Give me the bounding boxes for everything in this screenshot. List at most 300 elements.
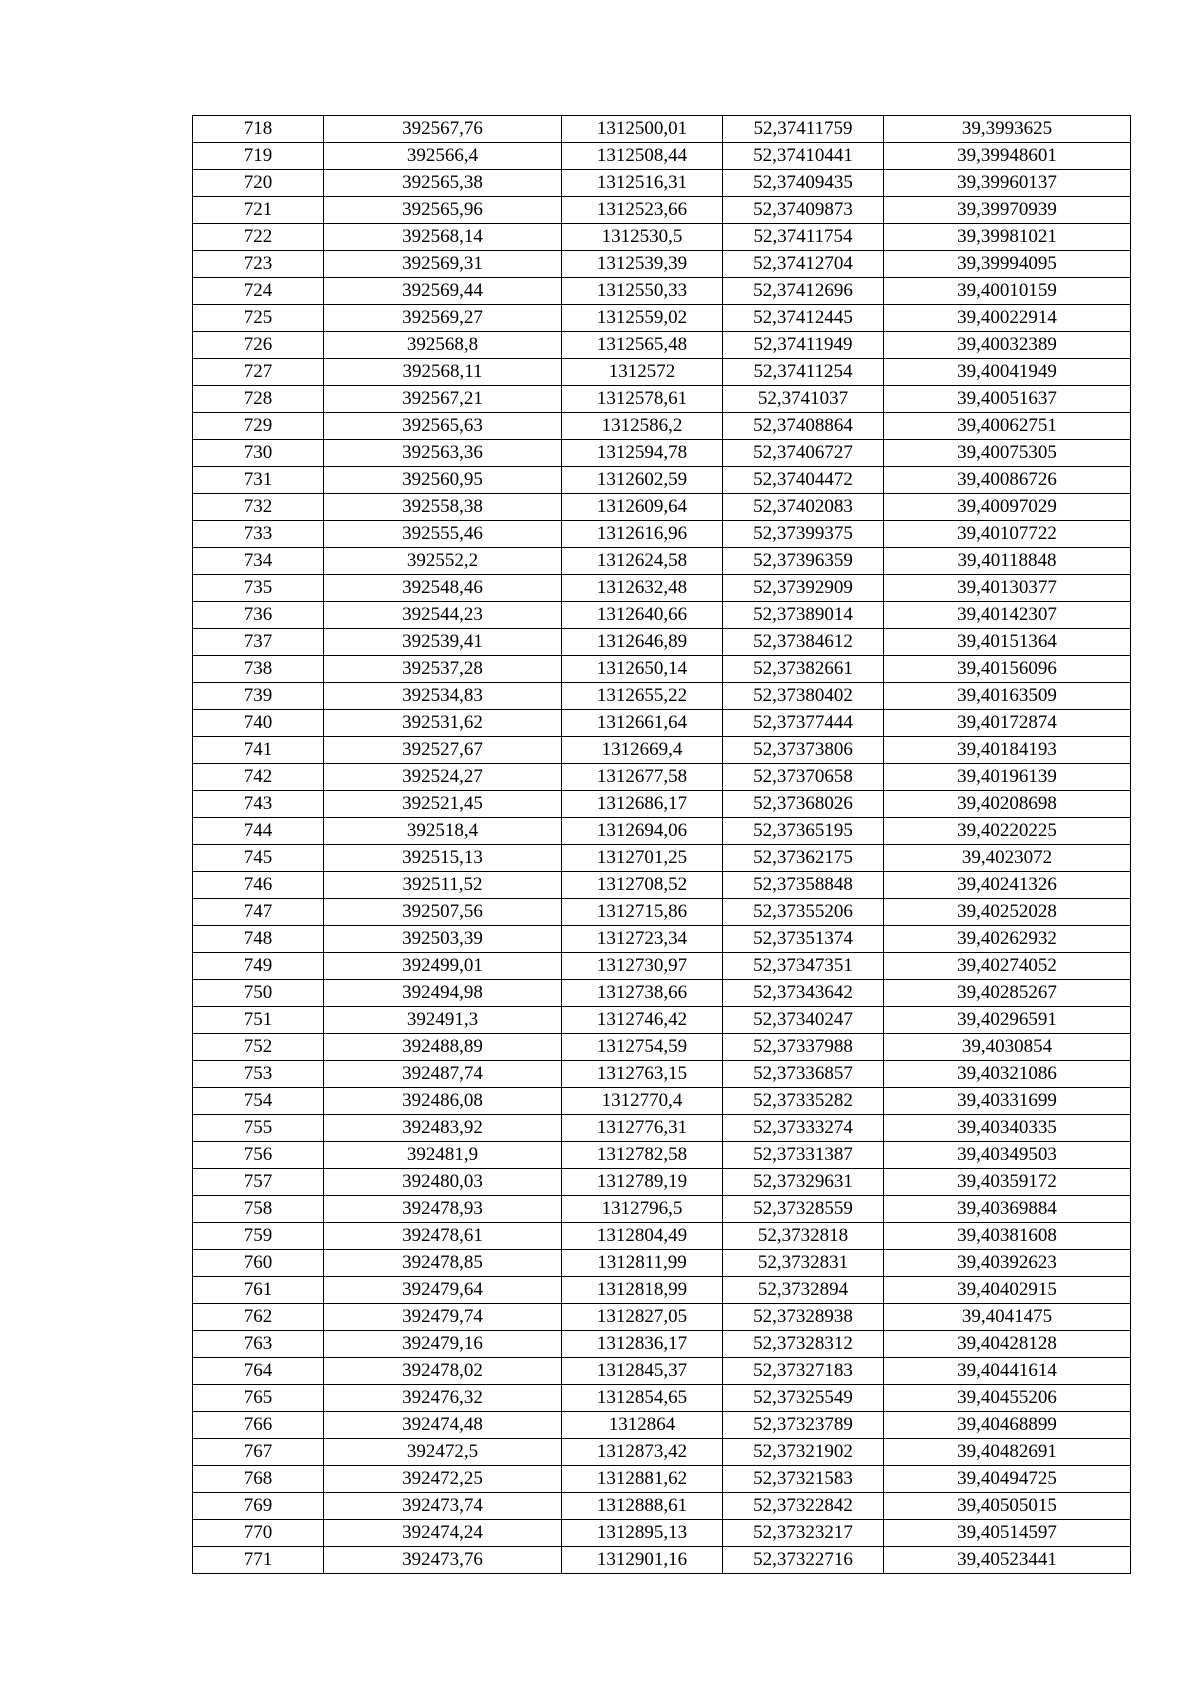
longitude-cell: 39,40010159: [884, 278, 1131, 305]
longitude-cell: 39,39981021: [884, 224, 1131, 251]
x-coordinate-cell: 392481,9: [324, 1142, 562, 1169]
point-number-cell: 727: [193, 359, 324, 386]
x-coordinate-cell: 392486,08: [324, 1088, 562, 1115]
point-number-cell: 736: [193, 602, 324, 629]
longitude-cell: 39,40494725: [884, 1466, 1131, 1493]
longitude-cell: 39,40118848: [884, 548, 1131, 575]
longitude-cell: 39,40041949: [884, 359, 1131, 386]
point-number-cell: 759: [193, 1223, 324, 1250]
longitude-cell: 39,40455206: [884, 1385, 1131, 1412]
table-row: [193, 1493, 1131, 1520]
point-number-cell: 723: [193, 251, 324, 278]
x-coordinate-cell: 392567,76: [324, 116, 562, 143]
point-number-cell: 732: [193, 494, 324, 521]
x-coordinate-cell: 392539,41: [324, 629, 562, 656]
y-coordinate-cell: 1312895,13: [562, 1520, 723, 1547]
longitude-cell: 39,40340335: [884, 1115, 1131, 1142]
y-coordinate-cell: 1312646,89: [562, 629, 723, 656]
latitude-cell: 52,37396359: [723, 548, 884, 575]
y-coordinate-cell: 1312836,17: [562, 1331, 723, 1358]
longitude-cell: 39,40402915: [884, 1277, 1131, 1304]
y-coordinate-cell: 1312594,78: [562, 440, 723, 467]
longitude-cell: 39,39960137: [884, 170, 1131, 197]
coordinates-table-body: [193, 116, 1131, 1574]
y-coordinate-cell: 1312565,48: [562, 332, 723, 359]
table-row: [193, 953, 1131, 980]
table-row: [193, 1142, 1131, 1169]
x-coordinate-cell: 392568,11: [324, 359, 562, 386]
x-coordinate-cell: 392479,16: [324, 1331, 562, 1358]
table-row: [193, 1061, 1131, 1088]
x-coordinate-cell: 392534,83: [324, 683, 562, 710]
x-coordinate-cell: 392472,5: [324, 1439, 562, 1466]
y-coordinate-cell: 1312738,66: [562, 980, 723, 1007]
longitude-cell: 39,40062751: [884, 413, 1131, 440]
longitude-cell: 39,40274052: [884, 953, 1131, 980]
table-row: [193, 926, 1131, 953]
latitude-cell: 52,37365195: [723, 818, 884, 845]
longitude-cell: 39,40381608: [884, 1223, 1131, 1250]
table-row: [193, 1088, 1131, 1115]
latitude-cell: 52,37323217: [723, 1520, 884, 1547]
longitude-cell: 39,40321086: [884, 1061, 1131, 1088]
y-coordinate-cell: 1312818,99: [562, 1277, 723, 1304]
table-row: [193, 170, 1131, 197]
latitude-cell: 52,37402083: [723, 494, 884, 521]
y-coordinate-cell: 1312616,96: [562, 521, 723, 548]
point-number-cell: 728: [193, 386, 324, 413]
y-coordinate-cell: 1312500,01: [562, 116, 723, 143]
y-coordinate-cell: 1312701,25: [562, 845, 723, 872]
y-coordinate-cell: 1312640,66: [562, 602, 723, 629]
x-coordinate-cell: 392531,62: [324, 710, 562, 737]
y-coordinate-cell: 1312730,97: [562, 953, 723, 980]
latitude-cell: 52,37321902: [723, 1439, 884, 1466]
point-number-cell: 760: [193, 1250, 324, 1277]
y-coordinate-cell: 1312873,42: [562, 1439, 723, 1466]
y-coordinate-cell: 1312901,16: [562, 1547, 723, 1574]
x-coordinate-cell: 392478,85: [324, 1250, 562, 1277]
table-row: [193, 1196, 1131, 1223]
longitude-cell: 39,40032389: [884, 332, 1131, 359]
point-number-cell: 721: [193, 197, 324, 224]
x-coordinate-cell: 392480,03: [324, 1169, 562, 1196]
longitude-cell: 39,39994095: [884, 251, 1131, 278]
latitude-cell: 52,37343642: [723, 980, 884, 1007]
point-number-cell: 754: [193, 1088, 324, 1115]
table-row: [193, 1277, 1131, 1304]
y-coordinate-cell: 1312586,2: [562, 413, 723, 440]
latitude-cell: 52,37409435: [723, 170, 884, 197]
longitude-cell: 39,40075305: [884, 440, 1131, 467]
x-coordinate-cell: 392566,4: [324, 143, 562, 170]
table-row: [193, 548, 1131, 575]
table-row: [193, 845, 1131, 872]
point-number-cell: 747: [193, 899, 324, 926]
latitude-cell: 52,37412704: [723, 251, 884, 278]
latitude-cell: 52,37409873: [723, 197, 884, 224]
latitude-cell: 52,37377444: [723, 710, 884, 737]
point-number-cell: 737: [193, 629, 324, 656]
latitude-cell: 52,37328559: [723, 1196, 884, 1223]
y-coordinate-cell: 1312776,31: [562, 1115, 723, 1142]
y-coordinate-cell: 1312827,05: [562, 1304, 723, 1331]
x-coordinate-cell: 392565,63: [324, 413, 562, 440]
table-row: [193, 521, 1131, 548]
longitude-cell: 39,40051637: [884, 386, 1131, 413]
latitude-cell: 52,37380402: [723, 683, 884, 710]
latitude-cell: 52,37399375: [723, 521, 884, 548]
latitude-cell: 52,37340247: [723, 1007, 884, 1034]
table-row: [193, 305, 1131, 332]
table-row: [193, 575, 1131, 602]
longitude-cell: 39,40505015: [884, 1493, 1131, 1520]
point-number-cell: 767: [193, 1439, 324, 1466]
longitude-cell: 39,39948601: [884, 143, 1131, 170]
y-coordinate-cell: 1312508,44: [562, 143, 723, 170]
point-number-cell: 735: [193, 575, 324, 602]
latitude-cell: 52,37328938: [723, 1304, 884, 1331]
latitude-cell: 52,37323789: [723, 1412, 884, 1439]
x-coordinate-cell: 392569,44: [324, 278, 562, 305]
y-coordinate-cell: 1312763,15: [562, 1061, 723, 1088]
y-coordinate-cell: 1312550,33: [562, 278, 723, 305]
x-coordinate-cell: 392544,23: [324, 602, 562, 629]
table-row: [193, 980, 1131, 1007]
longitude-cell: 39,40349503: [884, 1142, 1131, 1169]
x-coordinate-cell: 392479,74: [324, 1304, 562, 1331]
longitude-cell: 39,40359172: [884, 1169, 1131, 1196]
point-number-cell: 758: [193, 1196, 324, 1223]
longitude-cell: 39,40220225: [884, 818, 1131, 845]
y-coordinate-cell: 1312789,19: [562, 1169, 723, 1196]
table-row: [193, 278, 1131, 305]
longitude-cell: 39,40262932: [884, 926, 1131, 953]
latitude-cell: 52,37384612: [723, 629, 884, 656]
table-row: [193, 1034, 1131, 1061]
table-row: [193, 656, 1131, 683]
longitude-cell: 39,40428128: [884, 1331, 1131, 1358]
point-number-cell: 730: [193, 440, 324, 467]
latitude-cell: 52,37337988: [723, 1034, 884, 1061]
point-number-cell: 748: [193, 926, 324, 953]
latitude-cell: 52,37358848: [723, 872, 884, 899]
latitude-cell: 52,37411754: [723, 224, 884, 251]
point-number-cell: 733: [193, 521, 324, 548]
latitude-cell: 52,37410441: [723, 143, 884, 170]
longitude-cell: 39,40172874: [884, 710, 1131, 737]
latitude-cell: 52,37392909: [723, 575, 884, 602]
x-coordinate-cell: 392558,38: [324, 494, 562, 521]
point-number-cell: 738: [193, 656, 324, 683]
longitude-cell: 39,40097029: [884, 494, 1131, 521]
longitude-cell: 39,40208698: [884, 791, 1131, 818]
x-coordinate-cell: 392568,14: [324, 224, 562, 251]
y-coordinate-cell: 1312572: [562, 359, 723, 386]
latitude-cell: 52,37322716: [723, 1547, 884, 1574]
longitude-cell: 39,40441614: [884, 1358, 1131, 1385]
table-row: [193, 1304, 1131, 1331]
point-number-cell: 761: [193, 1277, 324, 1304]
table-row: [193, 116, 1131, 143]
point-number-cell: 731: [193, 467, 324, 494]
x-coordinate-cell: 392569,31: [324, 251, 562, 278]
latitude-cell: 52,37412445: [723, 305, 884, 332]
point-number-cell: 765: [193, 1385, 324, 1412]
x-coordinate-cell: 392476,32: [324, 1385, 562, 1412]
y-coordinate-cell: 1312782,58: [562, 1142, 723, 1169]
y-coordinate-cell: 1312694,06: [562, 818, 723, 845]
y-coordinate-cell: 1312661,64: [562, 710, 723, 737]
latitude-cell: 52,37336857: [723, 1061, 884, 1088]
latitude-cell: 52,37406727: [723, 440, 884, 467]
longitude-cell: 39,40392623: [884, 1250, 1131, 1277]
longitude-cell: 39,40156096: [884, 656, 1131, 683]
latitude-cell: 52,37335282: [723, 1088, 884, 1115]
latitude-cell: 52,37370658: [723, 764, 884, 791]
x-coordinate-cell: 392473,76: [324, 1547, 562, 1574]
table-row: [193, 1385, 1131, 1412]
table-row: [193, 1250, 1131, 1277]
y-coordinate-cell: 1312811,99: [562, 1250, 723, 1277]
longitude-cell: 39,40241326: [884, 872, 1131, 899]
point-number-cell: 749: [193, 953, 324, 980]
longitude-cell: 39,4023072: [884, 845, 1131, 872]
point-number-cell: 719: [193, 143, 324, 170]
point-number-cell: 762: [193, 1304, 324, 1331]
x-coordinate-cell: 392565,96: [324, 197, 562, 224]
point-number-cell: 752: [193, 1034, 324, 1061]
table-row: [193, 602, 1131, 629]
longitude-cell: 39,40482691: [884, 1439, 1131, 1466]
table-row: [193, 440, 1131, 467]
point-number-cell: 742: [193, 764, 324, 791]
latitude-cell: 52,37347351: [723, 953, 884, 980]
table-row: [193, 1007, 1131, 1034]
latitude-cell: 52,3732831: [723, 1250, 884, 1277]
x-coordinate-cell: 392478,02: [324, 1358, 562, 1385]
x-coordinate-cell: 392474,24: [324, 1520, 562, 1547]
latitude-cell: 52,37404472: [723, 467, 884, 494]
table-row: [193, 332, 1131, 359]
latitude-cell: 52,37368026: [723, 791, 884, 818]
table-row: [193, 224, 1131, 251]
latitude-cell: 52,37412696: [723, 278, 884, 305]
y-coordinate-cell: 1312516,31: [562, 170, 723, 197]
longitude-cell: 39,39970939: [884, 197, 1131, 224]
point-number-cell: 739: [193, 683, 324, 710]
longitude-cell: 39,40163509: [884, 683, 1131, 710]
x-coordinate-cell: 392488,89: [324, 1034, 562, 1061]
point-number-cell: 722: [193, 224, 324, 251]
latitude-cell: 52,37408864: [723, 413, 884, 440]
longitude-cell: 39,40296591: [884, 1007, 1131, 1034]
y-coordinate-cell: 1312754,59: [562, 1034, 723, 1061]
longitude-cell: 39,40196139: [884, 764, 1131, 791]
point-number-cell: 751: [193, 1007, 324, 1034]
y-coordinate-cell: 1312881,62: [562, 1466, 723, 1493]
x-coordinate-cell: 392494,98: [324, 980, 562, 1007]
y-coordinate-cell: 1312609,64: [562, 494, 723, 521]
latitude-cell: 52,37333274: [723, 1115, 884, 1142]
longitude-cell: 39,40514597: [884, 1520, 1131, 1547]
table-row: [193, 1547, 1131, 1574]
point-number-cell: 729: [193, 413, 324, 440]
x-coordinate-cell: 392548,46: [324, 575, 562, 602]
y-coordinate-cell: 1312804,49: [562, 1223, 723, 1250]
y-coordinate-cell: 1312677,58: [562, 764, 723, 791]
y-coordinate-cell: 1312559,02: [562, 305, 723, 332]
table-row: [193, 683, 1131, 710]
table-row: [193, 467, 1131, 494]
x-coordinate-cell: 392474,48: [324, 1412, 562, 1439]
y-coordinate-cell: 1312523,66: [562, 197, 723, 224]
x-coordinate-cell: 392560,95: [324, 467, 562, 494]
latitude-cell: 52,37411254: [723, 359, 884, 386]
table-row: [193, 1520, 1131, 1547]
point-number-cell: 755: [193, 1115, 324, 1142]
point-number-cell: 740: [193, 710, 324, 737]
table-row: [193, 710, 1131, 737]
y-coordinate-cell: 1312854,65: [562, 1385, 723, 1412]
x-coordinate-cell: 392499,01: [324, 953, 562, 980]
latitude-cell: 52,37331387: [723, 1142, 884, 1169]
y-coordinate-cell: 1312796,5: [562, 1196, 723, 1223]
y-coordinate-cell: 1312669,4: [562, 737, 723, 764]
x-coordinate-cell: 392507,56: [324, 899, 562, 926]
point-number-cell: 771: [193, 1547, 324, 1574]
x-coordinate-cell: 392567,21: [324, 386, 562, 413]
y-coordinate-cell: 1312539,39: [562, 251, 723, 278]
table-row: [193, 413, 1131, 440]
x-coordinate-cell: 392478,61: [324, 1223, 562, 1250]
longitude-cell: 39,4041475: [884, 1304, 1131, 1331]
latitude-cell: 52,37322842: [723, 1493, 884, 1520]
coordinates-table: [192, 115, 1131, 1574]
x-coordinate-cell: 392569,27: [324, 305, 562, 332]
point-number-cell: 753: [193, 1061, 324, 1088]
y-coordinate-cell: 1312864: [562, 1412, 723, 1439]
table-row: [193, 791, 1131, 818]
table-row: [193, 629, 1131, 656]
longitude-cell: 39,40086726: [884, 467, 1131, 494]
x-coordinate-cell: 392563,36: [324, 440, 562, 467]
x-coordinate-cell: 392552,2: [324, 548, 562, 575]
longitude-cell: 39,40468899: [884, 1412, 1131, 1439]
longitude-cell: 39,40331699: [884, 1088, 1131, 1115]
longitude-cell: 39,40107722: [884, 521, 1131, 548]
point-number-cell: 720: [193, 170, 324, 197]
y-coordinate-cell: 1312746,42: [562, 1007, 723, 1034]
point-number-cell: 756: [193, 1142, 324, 1169]
longitude-cell: 39,40142307: [884, 602, 1131, 629]
latitude-cell: 52,37329631: [723, 1169, 884, 1196]
latitude-cell: 52,37327183: [723, 1358, 884, 1385]
x-coordinate-cell: 392555,46: [324, 521, 562, 548]
y-coordinate-cell: 1312578,61: [562, 386, 723, 413]
table-row: [193, 1439, 1131, 1466]
y-coordinate-cell: 1312530,5: [562, 224, 723, 251]
point-number-cell: 763: [193, 1331, 324, 1358]
x-coordinate-cell: 392511,52: [324, 872, 562, 899]
y-coordinate-cell: 1312602,59: [562, 467, 723, 494]
point-number-cell: 741: [193, 737, 324, 764]
x-coordinate-cell: 392515,13: [324, 845, 562, 872]
table-row: [193, 818, 1131, 845]
longitude-cell: 39,40130377: [884, 575, 1131, 602]
longitude-cell: 39,40252028: [884, 899, 1131, 926]
table-row: [193, 1358, 1131, 1385]
x-coordinate-cell: 392472,25: [324, 1466, 562, 1493]
table-row: [193, 1412, 1131, 1439]
latitude-cell: 52,37373806: [723, 737, 884, 764]
table-row: [193, 1331, 1131, 1358]
point-number-cell: 764: [193, 1358, 324, 1385]
longitude-cell: 39,40184193: [884, 737, 1131, 764]
table-row: [193, 764, 1131, 791]
table-row: [193, 1115, 1131, 1142]
x-coordinate-cell: 392491,3: [324, 1007, 562, 1034]
x-coordinate-cell: 392483,92: [324, 1115, 562, 1142]
x-coordinate-cell: 392487,74: [324, 1061, 562, 1088]
y-coordinate-cell: 1312845,37: [562, 1358, 723, 1385]
table-row: [193, 1223, 1131, 1250]
latitude-cell: 52,37328312: [723, 1331, 884, 1358]
longitude-cell: 39,40022914: [884, 305, 1131, 332]
latitude-cell: 52,37382661: [723, 656, 884, 683]
longitude-cell: 39,40369884: [884, 1196, 1131, 1223]
point-number-cell: 718: [193, 116, 324, 143]
y-coordinate-cell: 1312624,58: [562, 548, 723, 575]
longitude-cell: 39,40151364: [884, 629, 1131, 656]
y-coordinate-cell: 1312723,34: [562, 926, 723, 953]
point-number-cell: 734: [193, 548, 324, 575]
point-number-cell: 744: [193, 818, 324, 845]
table-row: [193, 359, 1131, 386]
y-coordinate-cell: 1312650,14: [562, 656, 723, 683]
point-number-cell: 746: [193, 872, 324, 899]
x-coordinate-cell: 392478,93: [324, 1196, 562, 1223]
longitude-cell: 39,40285267: [884, 980, 1131, 1007]
y-coordinate-cell: 1312686,17: [562, 791, 723, 818]
table-row: [193, 197, 1131, 224]
y-coordinate-cell: 1312770,4: [562, 1088, 723, 1115]
longitude-cell: 39,4030854: [884, 1034, 1131, 1061]
point-number-cell: 743: [193, 791, 324, 818]
y-coordinate-cell: 1312655,22: [562, 683, 723, 710]
point-number-cell: 769: [193, 1493, 324, 1520]
x-coordinate-cell: 392473,74: [324, 1493, 562, 1520]
table-row: [193, 899, 1131, 926]
latitude-cell: 52,3732894: [723, 1277, 884, 1304]
latitude-cell: 52,37362175: [723, 845, 884, 872]
x-coordinate-cell: 392537,28: [324, 656, 562, 683]
x-coordinate-cell: 392479,64: [324, 1277, 562, 1304]
y-coordinate-cell: 1312708,52: [562, 872, 723, 899]
point-number-cell: 750: [193, 980, 324, 1007]
table-row: [193, 1466, 1131, 1493]
table-row: [193, 251, 1131, 278]
table-row: [193, 1169, 1131, 1196]
table-row: [193, 737, 1131, 764]
longitude-cell: 39,3993625: [884, 116, 1131, 143]
x-coordinate-cell: 392518,4: [324, 818, 562, 845]
point-number-cell: 745: [193, 845, 324, 872]
latitude-cell: 52,37411949: [723, 332, 884, 359]
point-number-cell: 724: [193, 278, 324, 305]
table-row: [193, 143, 1131, 170]
point-number-cell: 725: [193, 305, 324, 332]
